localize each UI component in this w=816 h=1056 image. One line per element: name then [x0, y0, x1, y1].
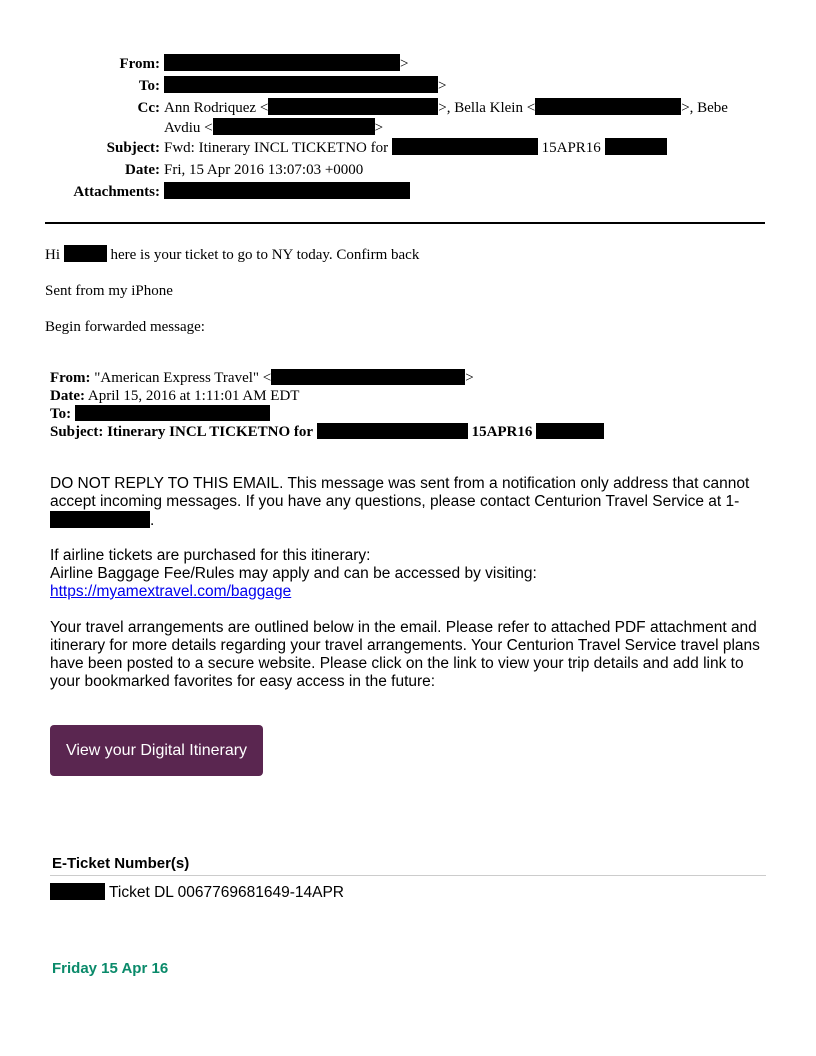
redacted-block — [50, 883, 105, 900]
baggage-link[interactable]: https://myamextravel.com/baggage — [50, 583, 292, 600]
fwd-subject-row — [50, 423, 604, 441]
fwd-subject-date: 15APR16 — [471, 424, 533, 440]
date-value: Fri, 15 Apr 2016 13:07:03 +0000 — [164, 162, 364, 178]
redacted-block — [536, 423, 604, 439]
cc-separator-2: >, Bebe — [681, 100, 728, 116]
redacted-block — [605, 138, 667, 155]
redacted-phone — [50, 511, 150, 528]
view-digital-itinerary-button[interactable]: View your Digital Itinerary — [50, 725, 263, 776]
itinerary-day-heading: Friday 15 Apr 16 — [52, 960, 169, 977]
signature-line: Sent from my iPhone — [45, 283, 173, 299]
forward-intro: Begin forwarded message: — [45, 319, 205, 335]
redacted-block — [75, 405, 270, 421]
ticket-number: Ticket DL 0067769681649-14APR — [109, 884, 344, 901]
fwd-date-label: Date: — [50, 388, 85, 404]
cc-name-3: Avdiu < — [164, 120, 213, 136]
baggage-line-2: Airline Baggage Fee/Rules may apply and can be accessed by visiting: — [50, 565, 537, 582]
subject-text: Fwd: Itinerary INCL TICKETNO for — [164, 140, 389, 156]
greeting-start: Hi — [45, 247, 60, 263]
from-label: From: — [119, 56, 160, 72]
redacted-block — [268, 98, 438, 115]
notice-end: . — [150, 512, 155, 529]
cc-label: Cc: — [137, 100, 160, 116]
header-divider — [45, 222, 765, 224]
fwd-to-row — [50, 405, 270, 423]
eticket-divider — [50, 875, 766, 876]
do-not-reply-notice — [50, 475, 770, 530]
fwd-from-row: From: "American Express Travel" < > — [50, 370, 474, 386]
fwd-subject-label: Subject: — [50, 424, 104, 440]
redacted-block — [317, 423, 468, 439]
redacted-block — [164, 54, 400, 71]
eticket-row — [50, 883, 344, 902]
attachments-label: Attachments: — [73, 184, 160, 200]
baggage-section — [50, 547, 770, 601]
greeting-text: here is your ticket to go to NY today. Confirm back — [110, 247, 420, 263]
redacted-block — [535, 98, 681, 115]
cc-name-1: Ann Rodriquez < — [164, 100, 269, 116]
baggage-line-1: If airline tickets are purchased for this itinerary: — [50, 547, 371, 564]
redacted-block — [271, 369, 465, 385]
notice-text: DO NOT REPLY TO THIS EMAIL. This message was sent from a notification only address that cannot accept incoming messages. If you have any questions, please contact Centurion Travel Service at 1- — [50, 475, 750, 510]
redacted-attachment[interactable] — [164, 182, 410, 199]
to-label: To: — [138, 78, 160, 94]
redacted-block — [64, 245, 107, 262]
eticket-heading: E-Ticket Number(s) — [52, 855, 190, 872]
greeting-line — [45, 245, 419, 265]
redacted-block — [392, 138, 538, 155]
subject-date: 15APR16 — [541, 140, 601, 156]
cc-separator-1: >, Bella Klein < — [438, 100, 536, 116]
redacted-block — [213, 118, 375, 135]
redacted-block — [164, 76, 438, 93]
fwd-date-value: April 15, 2016 at 1:11:01 AM EDT — [87, 388, 300, 404]
fwd-subject-value: Itinerary INCL TICKETNO for — [107, 424, 314, 440]
fwd-from-value: "American Express Travel" < — [94, 370, 272, 386]
date-label: Date: — [125, 162, 160, 178]
fwd-from-label: From: — [50, 370, 91, 386]
subject-label: Subject: — [106, 140, 160, 156]
fwd-to-label: To: — [50, 406, 72, 422]
fwd-date-row — [50, 387, 299, 405]
arrangements-paragraph: Your travel arrangements are outlined below in the email. Please refer to attached PDF attachment and itinerary for more details regarding your travel arrangements. Your Centurion Travel Service travel plans have been posted to a secure website. Please click on the link to view your trip details and add link to your bookmarked favorites for easy access in the future: — [50, 619, 760, 690]
